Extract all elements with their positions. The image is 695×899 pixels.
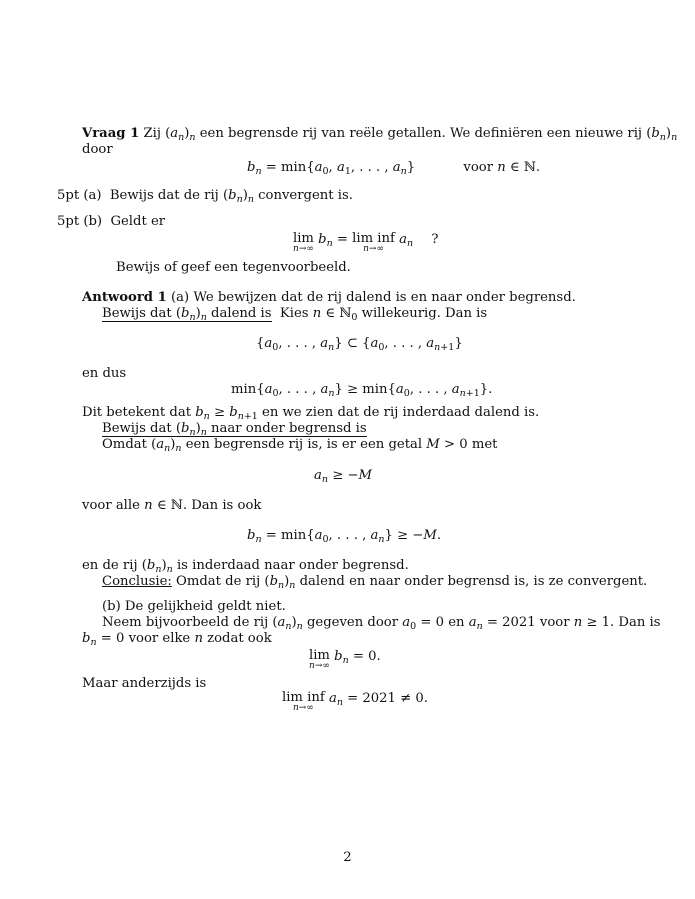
- part-b-tail: Bewijs of geef een tegenvoorbeeld.: [116, 260, 351, 275]
- min-inequality: $\min\{a_0$, . . . , $a_n\} \ge \min\{a_0$, . . . , $a_{n+1}$}.: [231, 382, 493, 399]
- part-a: 5pt (a) Bewijs dat de rij $(b_n)_n$ convergent is.: [57, 188, 353, 205]
- begrensd-heading: Bewijs dat $(b_n)_n$ naar onder begrensd is: [102, 421, 367, 438]
- set-inclusion: {$a_0$, . . . , $a_n$} ⊂ {$a_0$, . . . , $a_{n+1}$}: [256, 336, 463, 353]
- b-intro: (b) De gelijkheid geldt niet.: [102, 599, 286, 614]
- definition-formula: $b_n = \min\{a_0$, $a_1$, . . . , $a_n$} voor n ∈ ℕ.: [247, 160, 541, 177]
- lim-b-formula: lim n→∞ $b_n = 0$.: [309, 648, 381, 671]
- dalend-conclusion: Dit betekent dat $b_n \ge b_{n+1}$ en we zien dat de rij inderdaad dalend is.: [82, 405, 540, 422]
- voor-alle: voor alle n ∈ ℕ. Dan is ook: [82, 498, 262, 513]
- answer-intro: Antwoord 1 (a) We bewijzen dat de rij dalend is en naar onder begrensd.: [82, 290, 576, 305]
- question-intro-line2: door: [82, 142, 113, 157]
- part-b-points: 5pt: [57, 214, 80, 229]
- b-example-line2: $b_n = 0$ voor elke n zodat ook: [82, 631, 272, 648]
- dalend-line: Bewijs dat $(b_n)_n$ dalend is Kies n ∈ ℕ$_0$ willekeurig. Dan is: [102, 306, 488, 323]
- b-bound-formula: $b_n = \min\{a_0$, . . . , $a_n\} \ge -M$.: [247, 528, 442, 545]
- question-intro-line1: Vraag 1 Zij $(a_n)_n$ een begrensde rij van reële getallen. We definiëren een nieuwe rij $(b_n)_n$: [82, 126, 678, 143]
- question-label: Vraag 1: [82, 126, 140, 141]
- part-b: 5pt (b) Geldt er: [57, 214, 166, 229]
- part-a-points: 5pt: [57, 188, 80, 203]
- liminf-a-formula: lim inf n→∞ $a_n = 2021 \ne 0$.: [282, 690, 428, 713]
- part-b-formula: lim n→∞ $b_n = \lim$ inf n→∞ $a_n$ ?: [293, 231, 439, 254]
- begrensd-conclusion: en de rij $(b_n)_n$ is inderdaad naar onder begrensd.: [82, 558, 409, 575]
- maar-anderzijds: Maar anderzijds is: [82, 676, 207, 691]
- conclusie-line: Conclusie: Omdat de rij $(b_n)_n$ dalend en naar onder begrensd is, is ze convergent.: [102, 574, 648, 591]
- b-example-line1: Neem bijvoorbeeld de rij $(a_n)_n$ gegeven door $a_0 = 0$ en $a_n = 2021$ voor n ≥ 1. Dan is: [102, 615, 661, 632]
- begrensd-text: Omdat $(a_n)_n$ een begrensde rij is, is er een getal M > 0 met: [102, 437, 498, 454]
- dalend-heading: Bewijs dat $(b_n)_n$ dalend is: [102, 306, 272, 323]
- en-dus: en dus: [82, 366, 127, 381]
- bound-formula: $a_n \ge -M$: [314, 468, 372, 485]
- page-number: 2: [343, 850, 352, 865]
- conclusie-label: Conclusie:: [102, 574, 172, 589]
- answer-label: Antwoord 1: [82, 290, 167, 305]
